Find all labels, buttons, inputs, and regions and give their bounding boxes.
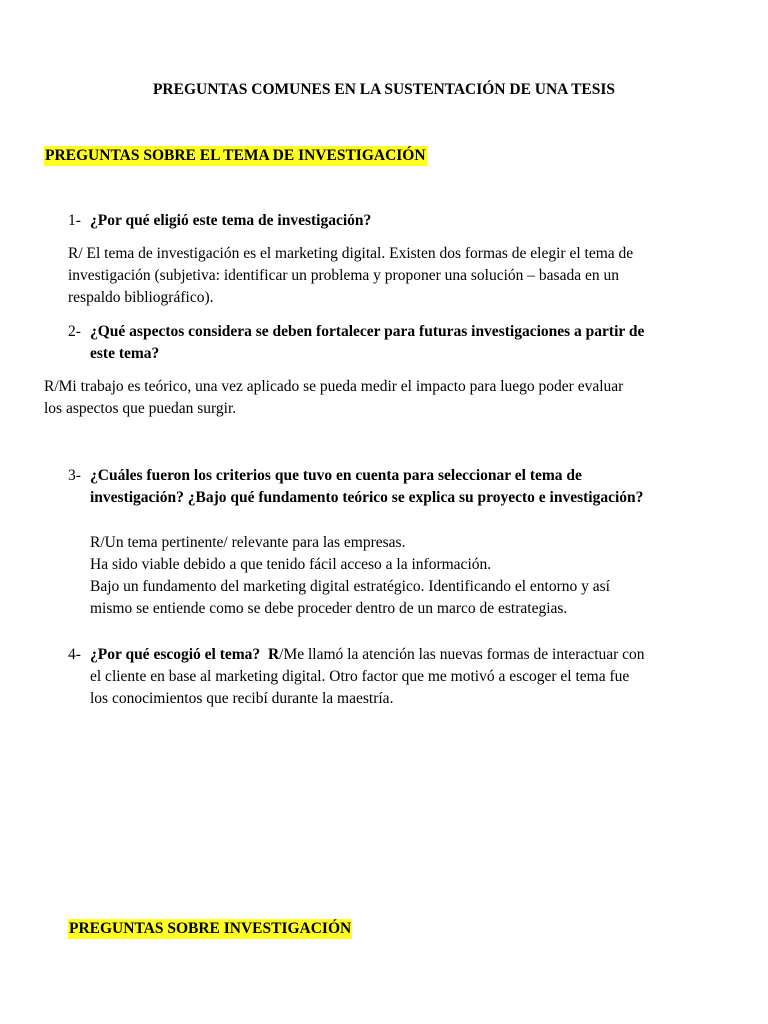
section-heading-investigacion-text: PREGUNTAS SOBRE INVESTIGACIÓN	[69, 920, 352, 937]
question-4-text: ¿Por qué escogió el tema?	[90, 646, 261, 663]
answer-4-line-3: los conocimientos que recibí durante la maestría.	[90, 690, 394, 707]
answer-1-line-3: respaldo bibliográfico).	[68, 289, 214, 306]
question-3	[68, 465, 643, 509]
question-1-number: 1-	[68, 212, 81, 229]
answer-2-line-2: los aspectos que puedan surgir.	[44, 400, 237, 417]
answer-3	[90, 532, 610, 620]
section-heading-tema	[44, 145, 427, 167]
answer-3-line-3: Bajo un fundamento del marketing digital estratégico. Identificando el entorno y así	[90, 578, 610, 595]
answer-2-line-1: R/Mi trabajo es teórico, una vez aplicado se pueda medir el impacto para luego poder evaluar	[44, 378, 624, 395]
question-3-line-2: investigación? ¿Bajo qué fundamento teórico se explica su proyecto e investigación?	[90, 489, 644, 506]
answer-4-line-2: el cliente en base al marketing digital. Otro factor que me motivó a escoger el tema fue	[90, 668, 630, 685]
question-1-text: ¿Por qué eligió este tema de investigación?	[90, 212, 372, 229]
question-3-line-1: ¿Cuáles fueron los criterios que tuvo en cuenta para seleccionar el tema de	[90, 467, 582, 484]
question-2-number: 2-	[68, 323, 81, 340]
answer-4-line-1: /Me llamó la atención las nuevas formas de interactuar con	[279, 646, 645, 663]
section-heading-tema-text: PREGUNTAS SOBRE EL TEMA DE INVESTIGACIÓN	[45, 147, 426, 164]
answer-3-line-4: mismo se entiende como se debe proceder dentro de un marco de estrategias.	[90, 600, 568, 617]
question-4	[68, 644, 645, 710]
question-2-line-1: ¿Qué aspectos considera se deben fortalecer para futuras investigaciones a partir de	[90, 323, 645, 340]
answer-3-line-1: R/Un tema pertinente/ relevante para las empresas.	[90, 534, 406, 551]
question-4-number: 4-	[68, 646, 81, 663]
question-1	[68, 210, 371, 232]
question-3-number: 3-	[68, 467, 81, 484]
answer-1	[68, 243, 633, 309]
question-2	[68, 321, 644, 365]
answer-4-prefix: R	[267, 646, 280, 663]
answer-3-line-2: Ha sido viable debido a que tenido fácil acceso a la información.	[90, 556, 492, 573]
question-2-line-2: este tema?	[90, 345, 160, 362]
answer-2	[44, 376, 623, 420]
answer-1-line-2: investigación (subjetiva: identificar un problema y proponer una solución – basada en un	[68, 267, 619, 284]
answer-1-line-1: R/ El tema de investigación es el marketing digital. Existen dos formas de elegir el tema de	[68, 245, 634, 262]
document-title: PREGUNTAS COMUNES EN LA SUSTENTACIÓN DE UNA TESIS	[152, 81, 616, 98]
section-heading-investigacion	[68, 918, 352, 940]
